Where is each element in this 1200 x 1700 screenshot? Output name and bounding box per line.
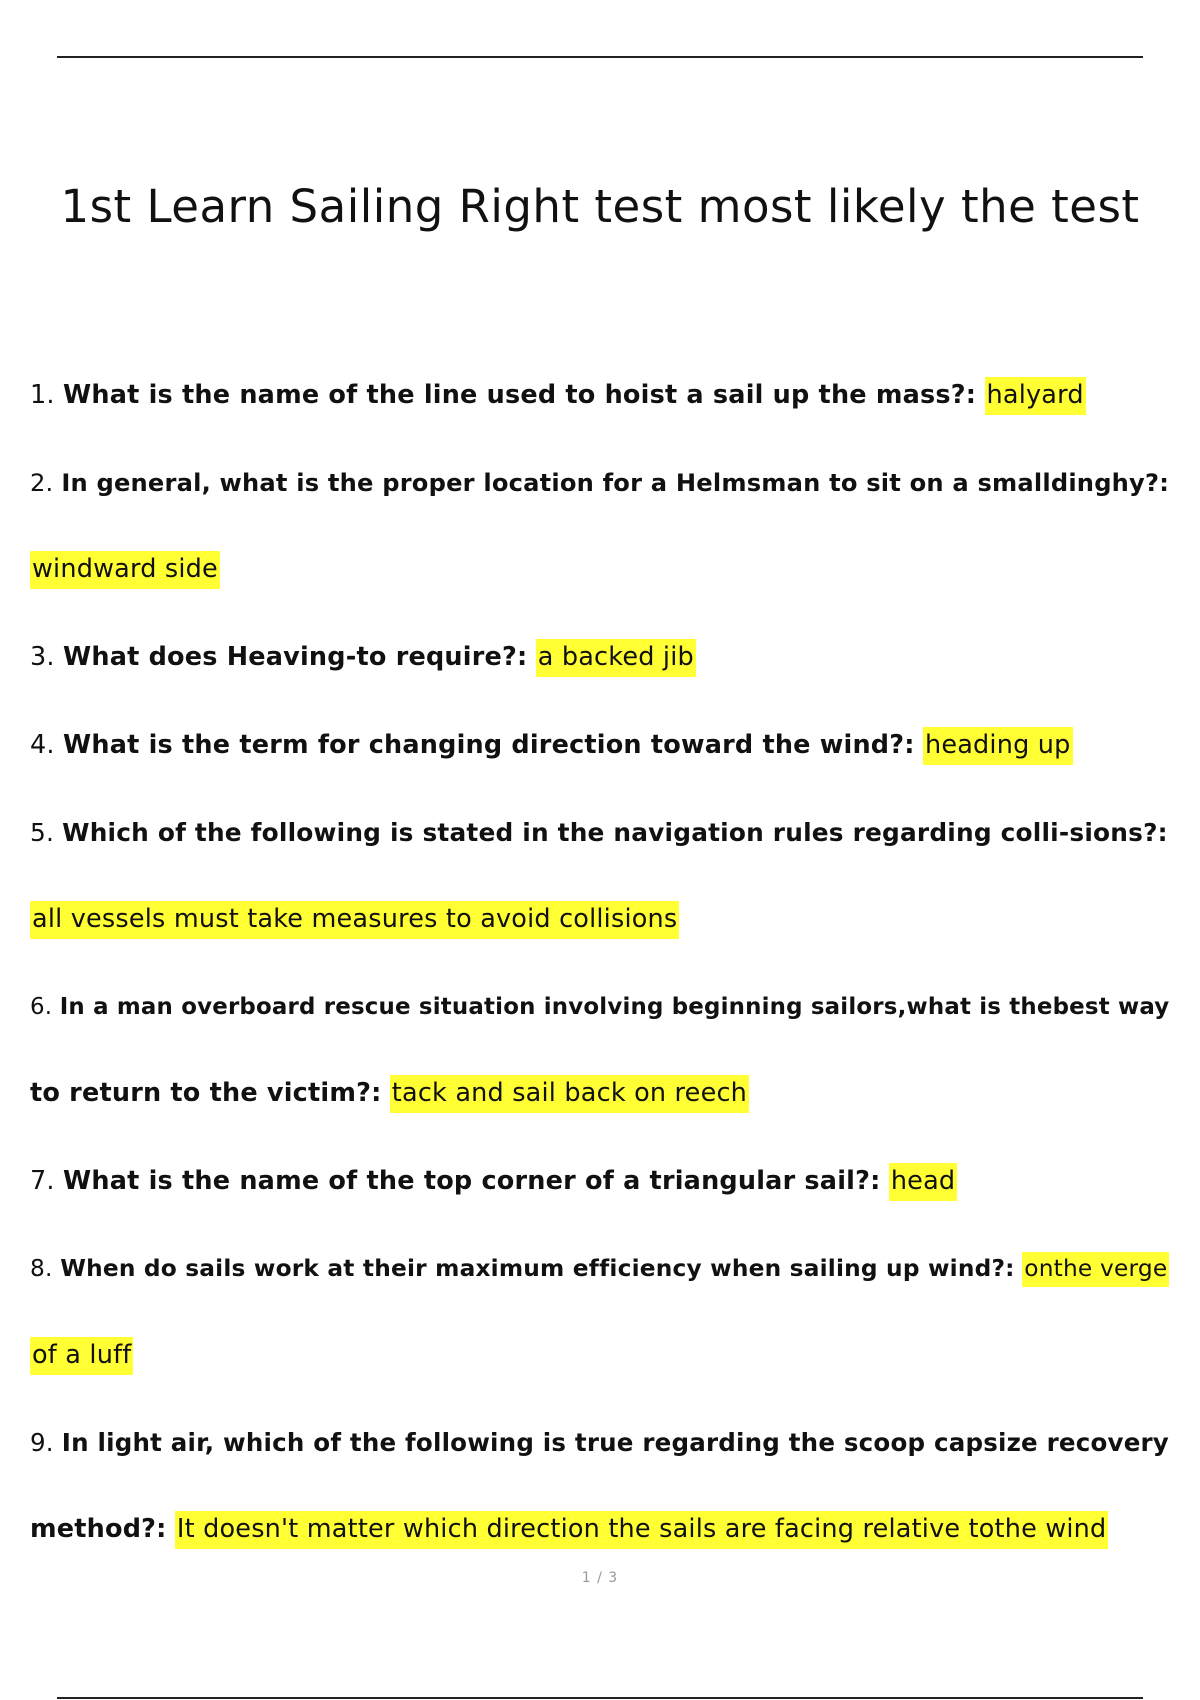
answer-highlight: a backed jib xyxy=(536,639,696,677)
answer-highlight: halyard xyxy=(985,377,1086,415)
question-8 xyxy=(30,1226,1180,1312)
question-6-continued xyxy=(30,1050,1180,1136)
question-text: What is the term for changing direction toward the wind?: xyxy=(63,730,915,760)
answer-highlight: of a luff xyxy=(30,1337,133,1375)
top-rule xyxy=(57,56,1143,58)
question-number: 8. xyxy=(30,1255,53,1282)
question-text: method?: xyxy=(30,1514,167,1544)
answer-highlight: all vessels must take measures to avoid collisions xyxy=(30,901,679,939)
question-text: When do sails work at their maximum efficiency when sailing up wind?: xyxy=(60,1255,1015,1282)
question-number: 5. xyxy=(30,818,55,847)
question-number: 4. xyxy=(30,730,55,760)
document-title: 1st Learn Sailing Right test most likely the test xyxy=(60,180,1140,233)
question-9 xyxy=(30,1400,1180,1486)
question-text: In light air, which of the following is true regarding the scoop capsize recovery xyxy=(61,1428,1169,1457)
answer-highlight: head xyxy=(889,1163,957,1201)
page-indicator: 1 / 3 xyxy=(581,1570,619,1586)
question-text: In general, what is the proper location for a Helmsman to sit on a smalldinghy?: xyxy=(61,469,1170,497)
bottom-rule xyxy=(57,1697,1143,1699)
question-text: What is the name of the line used to hoist a sail up the mass?: xyxy=(63,380,977,410)
question-1 xyxy=(30,352,1180,438)
question-7 xyxy=(30,1138,1180,1224)
question-number: 6. xyxy=(30,994,53,1020)
question-text: to return to the victim?: xyxy=(30,1078,382,1108)
question-text: What is the name of the top corner of a triangular sail?: xyxy=(63,1166,881,1196)
question-3 xyxy=(30,614,1180,700)
question-8-answer-continued xyxy=(30,1312,1180,1398)
question-number: 9. xyxy=(30,1428,54,1457)
question-6 xyxy=(30,964,1180,1050)
question-2-answer-line xyxy=(30,526,1180,612)
question-text: Which of the following is stated in the navigation rules regarding colli-sions?: xyxy=(62,818,1168,847)
question-text: In a man overboard rescue situation involving beginning sailors,what is thebest way xyxy=(59,994,1170,1020)
question-number: 2. xyxy=(30,469,54,497)
question-text: What does Heaving-to require?: xyxy=(63,642,528,672)
question-4 xyxy=(30,702,1180,788)
question-5-answer-line xyxy=(30,876,1180,962)
question-number: 7. xyxy=(30,1166,55,1196)
question-2 xyxy=(30,440,1180,526)
question-9-continued xyxy=(30,1486,1180,1572)
answer-highlight: heading up xyxy=(923,727,1073,765)
answer-highlight: It doesn't matter which direction the sails are facing relative tothe wind xyxy=(175,1511,1109,1549)
question-number: 3. xyxy=(30,642,55,672)
answer-highlight: tack and sail back on reech xyxy=(390,1075,749,1113)
answer-highlight: windward side xyxy=(30,551,220,589)
question-number: 1. xyxy=(30,380,55,410)
answer-highlight: onthe verge xyxy=(1022,1252,1169,1287)
question-5 xyxy=(30,790,1180,876)
